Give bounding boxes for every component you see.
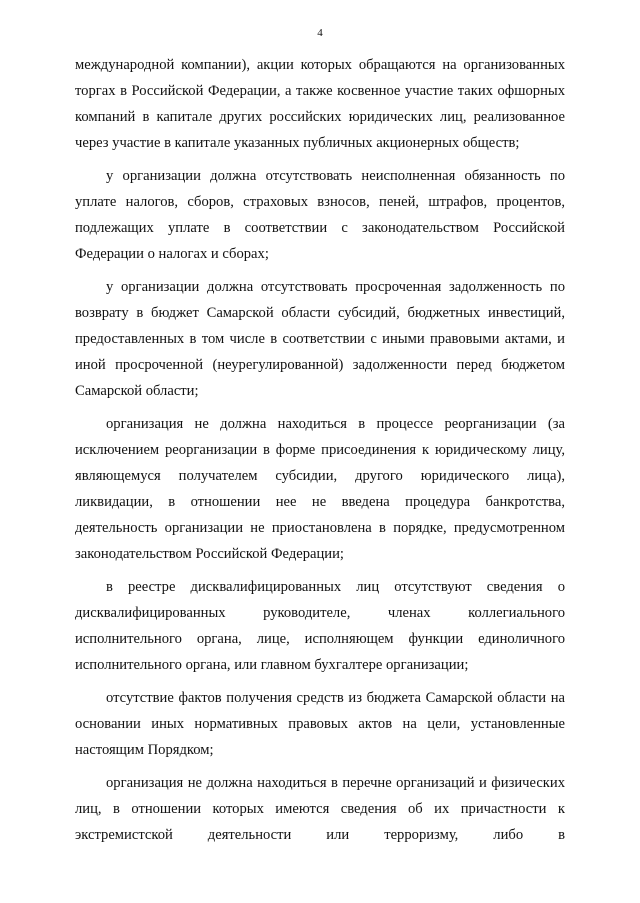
paragraph-overdue-debt: у организации должна отсутствовать просроченная задолженность по возврату в бюджет Самарской области субсидий, бюджетных инвестиций, предоставленных в том числе в соответствии с иными правовыми актами, и иной просроченной (неурегулированной) задолженности перед бюджетом Самарской области;	[75, 279, 565, 399]
page-number: 4	[317, 27, 323, 39]
paragraph-no-other-funds: отсутствие фактов получения средств из бюджета Самарской области на основании иных нормативных правовых актов на цели, установленные настоящим Порядком;	[75, 690, 565, 758]
document-body	[75, 52, 565, 855]
paragraph-reorganization: организация не должна находиться в процессе реорганизации (за исключением реорганизации в форме присоединения к юридическому лицу, являющемуся получателем субсидии, другого юридического лица), ликвидации, в отношении нее не введена процедура банкротства, деятельность организации не приостановлена в порядке, предусмотренном законодательством Российской Федерации;	[75, 416, 565, 562]
paragraph-tax-obligations: у организации должна отсутствовать неисполненная обязанность по уплате налогов, сборов, страховых взносов, пеней, штрафов, процентов, подлежащих уплате в соответствии с законодательством Российской Федерации о налогах и сборах;	[75, 168, 565, 262]
paragraph-extremism-list: организация не должна находиться в перечне организаций и физических лиц, в отношении которых имеются сведения об их причастности к экстремистской деятельности или терроризму, либо в	[75, 775, 565, 843]
paragraph-offshore-participation: международной компании), акции которых обращаются на организованных торгах в Российской Федерации, а также косвенное участие таких офшорных компаний в капитале других российских юридических лиц, реализованное через участие в капитале указанных публичных акционерных обществ;	[75, 57, 565, 151]
paragraph-disqualified-persons: в реестре дисквалифицированных лиц отсутствуют сведения о дисквалифицированных руководителе, членах коллегиального исполнительного органа, лице, исполняющем функции единоличного исполнительного органа, или главном бухгалтере организации;	[75, 579, 565, 673]
